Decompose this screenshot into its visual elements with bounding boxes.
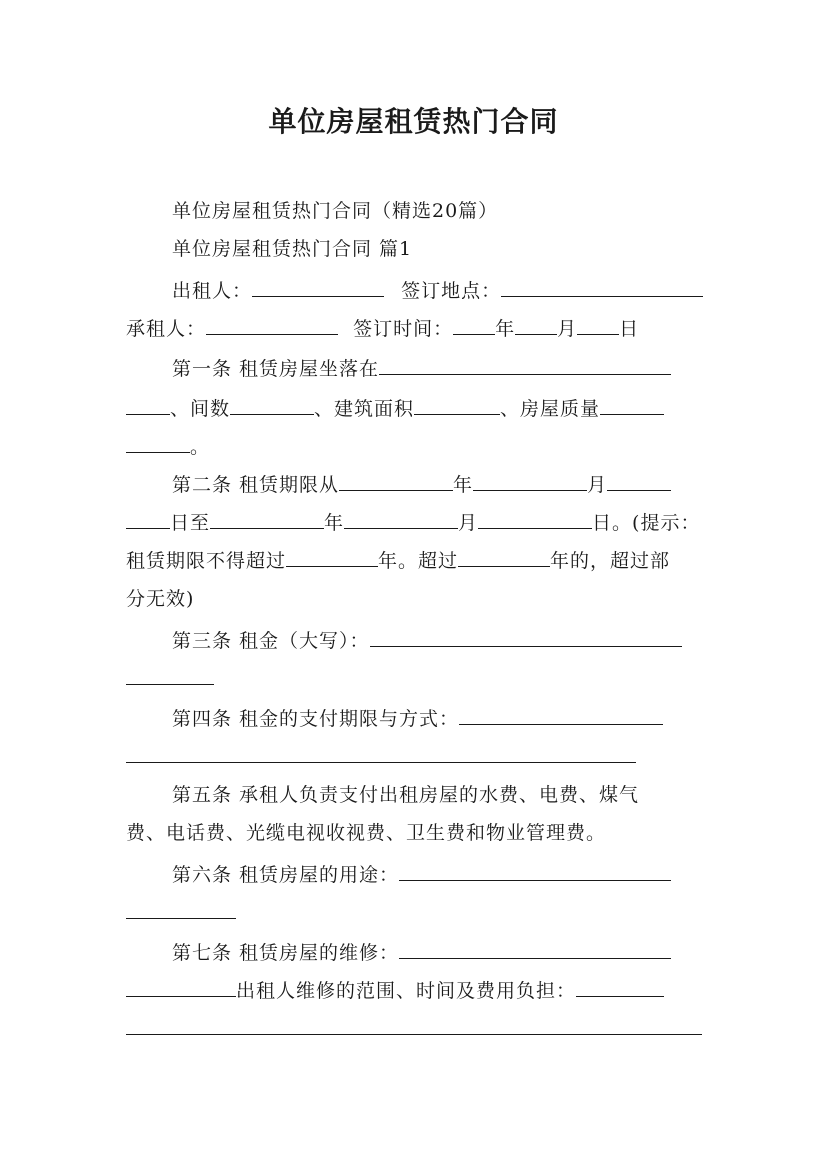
start-month-blank[interactable] xyxy=(473,470,587,491)
article-7-line-1 xyxy=(172,938,702,966)
article-4-label: 第四条 租金的支付期限与方式： xyxy=(172,708,460,730)
signing-month-blank[interactable] xyxy=(515,314,557,335)
document-subtitle xyxy=(172,198,702,224)
end-year-blank[interactable] xyxy=(210,508,324,529)
article-3-line-1 xyxy=(172,626,702,654)
rooms-label: 、间数 xyxy=(170,398,231,420)
exceed-label: 年。超过 xyxy=(378,550,459,572)
area-label: 、建筑面积 xyxy=(314,398,415,420)
text-segment: 单位房屋租赁热门合同 篇1 xyxy=(172,238,413,260)
article-2-line-2 xyxy=(126,508,702,536)
article-2-line-1 xyxy=(172,470,702,498)
exceed-years-blank[interactable] xyxy=(458,546,550,567)
article-3-line-2 xyxy=(126,664,702,692)
location-blank[interactable] xyxy=(379,354,671,375)
year-label: 年 xyxy=(495,318,516,340)
article-6-label: 第六条 租赁房屋的用途： xyxy=(172,864,400,886)
month-label: 月 xyxy=(557,318,578,340)
article-2-label: 第二条 租赁期限从 xyxy=(172,474,340,496)
signing-place-blank[interactable] xyxy=(501,276,703,297)
lessee-label: 承租人： xyxy=(126,318,207,340)
article-4-line-1 xyxy=(172,704,702,732)
quality-blank-continued[interactable] xyxy=(126,432,190,453)
rooms-blank[interactable] xyxy=(230,394,314,415)
article-1-line-2 xyxy=(126,394,702,422)
signing-time-label: 签订时间： xyxy=(353,318,454,340)
start-day-blank-continued[interactable] xyxy=(126,508,170,529)
article-6-line-1 xyxy=(172,860,702,888)
signing-day-blank[interactable] xyxy=(577,314,619,335)
repair-scope-blank-continued[interactable] xyxy=(126,1014,702,1035)
exceed-tail-label: 年的，超过部 xyxy=(550,550,671,572)
year-label: 年 xyxy=(324,512,345,534)
rent-amount-blank[interactable] xyxy=(370,626,682,647)
payment-terms-blank[interactable] xyxy=(459,704,663,725)
repair-blank[interactable] xyxy=(399,938,671,959)
article-1-line-1 xyxy=(172,354,702,382)
text-segment: 单位房屋租赁热门合同（精选20篇） xyxy=(172,200,499,222)
article-6-line-2 xyxy=(126,898,702,926)
usage-blank-continued[interactable] xyxy=(126,898,236,919)
article-7-label: 第七条 租赁房屋的维修： xyxy=(172,942,400,964)
usage-blank[interactable] xyxy=(399,860,671,881)
limit-years-blank[interactable] xyxy=(286,546,378,567)
article-5-line-1 xyxy=(172,782,702,808)
article-1-label: 第一条 租赁房屋坐落在 xyxy=(172,358,380,380)
text-segment: 分无效) xyxy=(126,588,195,610)
payment-terms-blank-continued[interactable] xyxy=(126,742,636,763)
lessor-line xyxy=(172,276,702,304)
rent-amount-blank-continued[interactable] xyxy=(126,664,214,685)
lessee-line xyxy=(126,314,702,342)
article-5-line-2 xyxy=(126,820,702,846)
repair-scope-blank[interactable] xyxy=(576,976,664,997)
text-segment: 第五条 承租人负责支付出租房屋的水费、电费、煤气 xyxy=(172,784,640,806)
month-label: 月 xyxy=(587,474,608,496)
quality-blank[interactable] xyxy=(600,394,664,415)
area-blank[interactable] xyxy=(414,394,500,415)
end-day-blank[interactable] xyxy=(478,508,592,529)
article-1-line-3 xyxy=(126,432,702,460)
lessee-blank[interactable] xyxy=(206,314,338,335)
signing-year-blank[interactable] xyxy=(453,314,495,335)
repair-scope-label: 出租人维修的范围、时间及费用负担： xyxy=(236,980,577,1002)
article-2-line-4 xyxy=(126,586,702,612)
text-segment: 费、电话费、光缆电视收视费、卫生费和物业管理费。 xyxy=(126,822,607,844)
hint-label: 日。(提示： xyxy=(592,512,701,534)
year-label: 年 xyxy=(453,474,474,496)
lessor-label: 出租人： xyxy=(172,280,253,302)
article-3-label: 第三条 租金（大写）： xyxy=(172,630,370,652)
limit-label: 租赁期限不得超过 xyxy=(126,550,287,572)
location-blank-continued[interactable] xyxy=(126,394,170,415)
lessor-blank[interactable] xyxy=(252,276,384,297)
article-2-line-3 xyxy=(126,546,702,574)
day-label: 日 xyxy=(619,318,640,340)
text-segment: 。 xyxy=(190,436,211,458)
end-month-blank[interactable] xyxy=(344,508,458,529)
article-4-line-2 xyxy=(126,742,702,770)
until-label: 日至 xyxy=(170,512,211,534)
document-title: 单位房屋租赁热门合同 xyxy=(268,105,559,138)
repair-blank-continued[interactable] xyxy=(126,976,236,997)
month-label: 月 xyxy=(458,512,479,534)
article-7-line-2 xyxy=(126,976,702,1004)
quality-label: 、房屋质量 xyxy=(500,398,601,420)
start-day-blank[interactable] xyxy=(607,470,671,491)
start-year-blank[interactable] xyxy=(339,470,453,491)
signing-place-label: 签订地点： xyxy=(401,280,502,302)
section-heading xyxy=(172,236,702,262)
article-7-line-3 xyxy=(126,1014,702,1042)
